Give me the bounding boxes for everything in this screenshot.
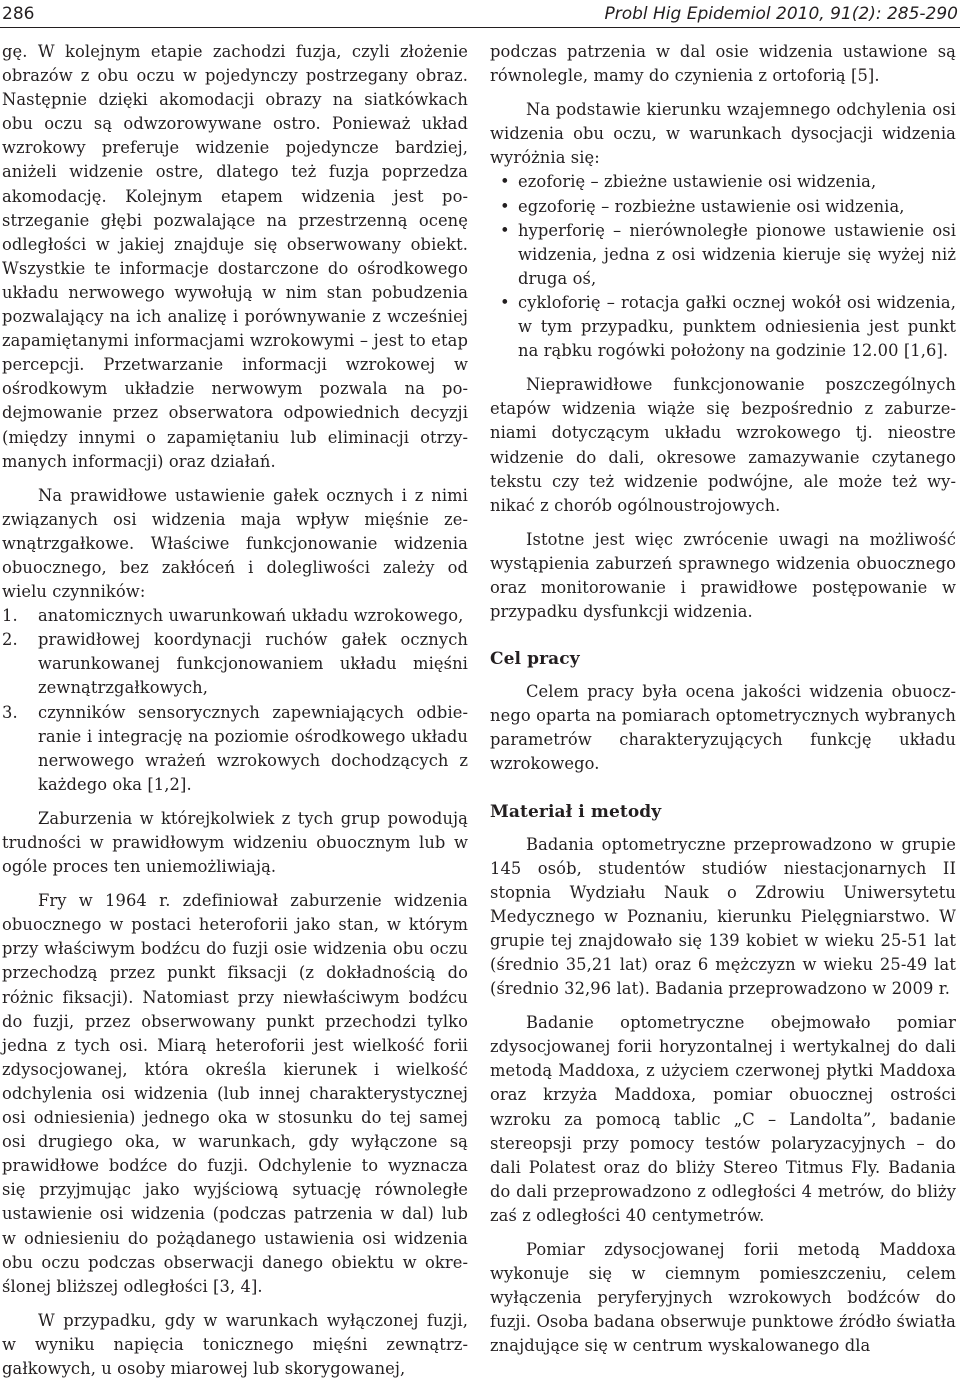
list-item-text: hyperforię – nierównoległe pionowe ustawienie osi widzenia, jedna z osi widzenia kieruje się wyżej niż druga oś, [518,220,956,288]
bullet-icon: • [500,196,510,216]
page-header [0,0,960,28]
list-number: 1. [2,606,18,626]
paragraph: Na prawidłowe ustawienie gałek ocznych i z nimi związanych osi widzenia maja wpływ mięśnie zewnątrzgałkowe. Właściwe funkcjonowanie widzenia obuocznego, bez zakłóceń i dolegliwości zależy od wielu czynników: [2,485,468,602]
bullet-icon: • [500,292,510,312]
list-item-text: ezoforię – zbieżne ustawienie osi widzenia, [518,172,877,192]
paragraph: W przypadku, gdy w warunkach wyłączonej fuzji, w wyniku napięcia tonicznego mięśni zewnątrzgałkowych, u osoby miarowej lub skorygowanej, [2,1310,468,1378]
list-item-text: egzoforię – rozbieżne ustawienie osi widzenia, [518,196,905,216]
list-item [490,195,956,219]
paragraph: podczas patrzenia w dal osie widzenia ustawione są równolegle, mamy do czynienia z ortoforią [5]. [490,42,956,86]
right-column [490,40,956,1359]
list-number: 2. [2,630,18,650]
list-item [2,701,468,797]
section-heading-material-i-metody: Materiał i metody [490,801,662,822]
factor-list [2,604,468,797]
list-item-text: cykloforię – rotacja gałki ocznej wokół osi widzenia, w tym przypadku, punktem odniesienia jest punkt na rąbku rogówki położony na godzinie 12.00 [1,6]. [518,292,956,361]
paragraph: Zaburzenia w którejkolwiek z tych grup powodują trudności w prawidłowym widzeniu obuocznym lub w ogóle proces ten uniemożliwiają. [2,808,468,877]
list-item [2,604,468,628]
paragraph: Na podstawie kierunku wzajemnego odchylenia osi widzenia obu oczu, w warunkach dysocjacji widzenia wyróżnia się: [490,100,956,168]
list-item [490,291,956,363]
bullet-icon: • [500,220,510,240]
paragraph: Nieprawidłowe funkcjonowanie poszczególnych etapów widzenia wiąże się bezpośrednio z zaburzeniami dotyczącym układu wzrokowego tj. nieostre widzenie do dali, okresowe zamazywanie czytanego tekstu czy też widzenie podwójne, ale może też wynikać z chorób ogólnoustrojowych. [490,375,956,515]
header-rule [0,27,960,28]
page-number: 286 [2,4,35,24]
list-item [490,219,956,291]
paragraph: Badanie optometryczne obejmowało pomiar zdysocjowanej forii horyzontalnej i wertykalnej do dali metodą Maddoxa, z użyciem czerwonej płytki Maddoxa oraz krzyża Maddoxa, pomiar obuocznej ostrości wzroku za pomocą tablic „C – Landolta”, badanie stereopsji przy pomocy testów polaryzacyjnych – do dali Polatest oraz do bliży Stereo Titmus Fly. Badania do dali przeprowadzono z odległości 4 metrów, do bliży zaś z odległości 40 centymetrów. [490,1013,956,1225]
list-item-text: anatomicznych uwarunkowań układu wzrokowego, [38,606,464,626]
paragraph: Fry w 1964 r. zdefiniował zaburzenie widzenia obuocznego w postaci heteroforii jako stan, w którym przy właściwym bodźcu do fuzji osie widzenia obu oczu przechodzą przez punkt fiksacji (z dokładnością do różnic fiksacji). Natomiast przy niewłaściwym bodźcu do fuzji, przez obserwowany punkt przechodzi tylko jedna z tych osi. Miarą heteroforii jest wielkość forii zdysocjowanej, która określa kierunek i wielkość odchylenia osi widzenia (lub innej charakterystycznej osi odniesienia) jednego oka w stosunku do tej samej osi drugiego oka, w warunkach, gdy wyłączone są prawidłowe bodźce do fuzji. Odchylenie to wyznacza się przyjmując jako wyjściową sytuację równoległe ustawienie osi widzenia (podczas patrzenia w dal) lub w odniesieniu do pożądanego ustawienia osi widzenia obu oczu podczas obserwacji danego obiektu w określonej bliższej odległości [3, 4]. [2,891,468,1296]
bullet-icon: • [500,172,510,192]
phoria-list [490,170,956,363]
list-item [490,170,956,194]
journal-citation: Probl Hig Epidemiol 2010, 91(2): 285-290 [604,4,958,24]
list-item-text: prawidłowej koordynacji ruchów gałek ocznych warunkowanej funkcjonowaniem układu mięśni zewnątrzgałkowych, [38,630,468,698]
paragraph: Celem pracy była ocena jakości widzenia obuocznego oparta na pomiarach optometrycznych wybranych parametrów charakteryzujących funkcję układu wzrokowego. [490,682,956,774]
left-column [2,40,468,1381]
list-item-text: czynników sensorycznych zapewniających odbieranie i integrację na poziomie ośrodkowego układu nerwowego wrażeń wzrokowych dochodzących z każdego oka [1,2]. [38,702,468,794]
list-number: 3. [2,702,18,722]
paragraph: Badania optometryczne przeprowadzono w grupie 145 osób, studentów studiów niestacjonarnych II stopnia Wydziału Nauk o Zdrowiu Uniwersytetu Medycznego w Poznaniu, kierunku Pielęgniarstwo. W grupie tej znajdowało się 139 kobiet w wieku 25-51 lat (średnio 35,21 lat) oraz 6 mężczyzn w wieku 25-49 lat (średnio 32,96 lat). Badania przeprowadzono w 2009 r. [490,834,956,999]
list-item [2,628,468,700]
paragraph: gę. W kolejnym etapie zachodzi fuzja, czyli złożenie obrazów z obu oczu w pojedynczy postrzegany obraz. Następnie dzięki akomodacji obrazy na siatkówkach obu oczu są odwzorowywane ostro. Ponieważ układ wzrokowy preferuje widzenie pojedyncze bardziej, aniżeli widzenie ostre, dlatego też fuzja poprzedza akomodację. Kolejnym etapem widzenia jest postrzeganie głębi pozwalające na przestrzenną ocenę odległości w jakiej znajduje się obserwowany obiekt. Wszystkie te informacje dostarczone do ośrodkowego układu nerwowego wywołują w nim stan pobudzenia pozwalający na ich analizę i porównywanie z wcześniej zapamiętanymi informacjami wzrokowymi – jest to etap percepcji. Przetwarzanie informacji wzrokowej w ośrodkowym układzie nerwowym pozwala na podejmowanie przez obserwatora odpowiednich decyzji (między innymi o zapamiętaniu lub eliminacji otrzymanych informacji) oraz działań. [2,42,468,471]
paragraph: Pomiar zdysocjowanej forii metodą Maddoxa wykonuje się w ciemnym pomieszczeniu, celem wyłączenia peryferyjnych wzrokowych bodźców do fuzji. Osoba badana obserwuje punktowe źródło światła znajdujące się w centrum wyskalowanego dla [490,1240,956,1356]
paragraph: Istotne jest więc zwrócenie uwagi na możliwość wystąpienia zaburzeń sprawnego widzenia obuocznego oraz monitorowanie i prawidłowe postępowanie w przypadku dysfunkcji widzenia. [490,529,956,622]
section-heading-cel-pracy: Cel pracy [490,649,580,670]
